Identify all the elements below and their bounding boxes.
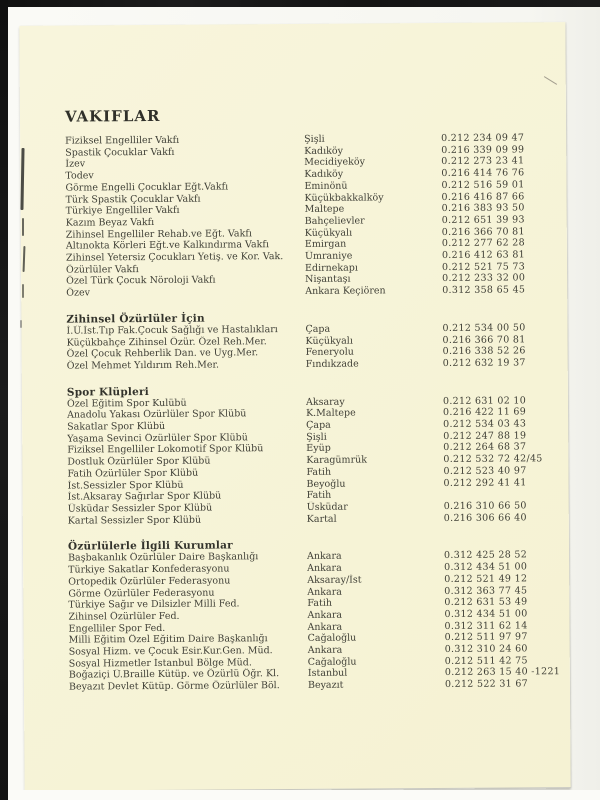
- phone: 0.216 422 11 69: [443, 406, 527, 419]
- org-name: Zihinsel Yetersiz Çocukları Yetiş. ve Kor. Vak.: [65, 251, 284, 264]
- district: Feneryolu: [305, 346, 354, 359]
- district: K.Maltepe: [306, 407, 356, 420]
- page-title: VAKIFLAR: [64, 106, 161, 126]
- org-name: Todev: [65, 170, 94, 182]
- district: Nişantaşı: [305, 274, 351, 286]
- org-name: Altınokta Körleri Eğt.ve Kalkındırma Vakfı: [65, 239, 270, 252]
- org-name: Kazım Beyaz Vakfı: [65, 216, 155, 229]
- phone: 0.212 247 88 19: [443, 430, 527, 442]
- scanner-edge-top: [0, 0, 600, 7]
- org-name: Fatih Özürlüler Spor Klübü: [67, 467, 199, 480]
- phone: 0.216 412 63 81: [441, 249, 526, 262]
- district: Mecidiyeköy: [304, 156, 366, 169]
- org-name: Türk Spastik Çocuklar Vakfı: [65, 193, 201, 206]
- phone: 0.212 234 09 47: [441, 132, 525, 144]
- phone: 0.212 534 03 43: [443, 418, 527, 431]
- org-name: Türkiye Sakatlar Konfederasyonu: [68, 563, 230, 576]
- phone: 0.312 311 62 14: [444, 619, 528, 632]
- phone: [444, 488, 561, 501]
- phone: 0.216 416 87 66: [441, 190, 525, 203]
- district: Cağaloğlu: [307, 632, 357, 645]
- org-name: Boğaziçi Ü.Braille Kütüp. ve Özürlü Öğr. Kl.: [68, 668, 280, 682]
- district: Aksaray: [305, 396, 345, 408]
- org-name: Özel Mehmet Yıldırım Reh.Mer.: [66, 359, 220, 372]
- org-name: Özürlüler Vakfı: [65, 263, 139, 276]
- district: Bahçelievler: [304, 215, 365, 227]
- district: Ankara: [307, 644, 343, 656]
- section-rows: [67, 395, 561, 527]
- district: Beyoğlu: [306, 478, 346, 490]
- org-name: Sosyal Hizmetler İstanbul Bölge Müd.: [68, 657, 252, 670]
- phone: 0.216 339 09 99: [441, 144, 525, 156]
- phone: 0.212 632 19 37: [442, 357, 526, 369]
- phone: 0.212 522 31 67: [444, 678, 529, 691]
- org-name: Türkiye Sağır ve Dilsizler Milli Fed.: [68, 598, 240, 611]
- phone: 0.212 277 62 28: [441, 237, 525, 250]
- phone: 0.312 434 51 00: [444, 561, 528, 574]
- org-name: Türkiye Engelliler Vakfı: [65, 205, 180, 217]
- org-name: Görme Özürlüler Federasyonu: [68, 587, 215, 600]
- phone: 0.212 521 49 12: [444, 573, 528, 585]
- phone: 0.216 366 70 81: [441, 226, 525, 238]
- phone: 0.212 263 15 40 -1221: [444, 666, 561, 679]
- district: Üsküdar: [306, 501, 348, 513]
- phone: 0.312 425 28 52: [444, 549, 528, 562]
- org-name: Beyazıt Devlet Kütüp. Görme Özürlüler Böl.: [68, 680, 280, 693]
- phone: 0.312 358 65 45: [442, 284, 526, 297]
- org-name: Zihinsel Engelliler Rehab.ve Eğt. Vakfı: [65, 227, 252, 241]
- org-name: Zihinsel Özürlüler Fed.: [68, 610, 180, 623]
- phone: 0.212 651 39 93: [441, 214, 525, 226]
- directory-section: [68, 538, 562, 694]
- district: Fındıkzade: [305, 358, 359, 370]
- org-name: Özev: [66, 287, 91, 299]
- org-name: Özel Eğitim Spor Kulübü: [66, 397, 187, 410]
- district: Ankara: [307, 609, 343, 621]
- district: Beyazıt: [307, 679, 344, 692]
- phone: 0.216 306 66 40: [443, 512, 527, 524]
- torn-edge-smudge: [22, 284, 24, 298]
- phone: 0.212 511 97 97: [444, 631, 528, 644]
- district: Eyüp: [306, 443, 331, 455]
- org-name: İst.Aksaray Sağırlar Spor Klübü: [67, 490, 222, 503]
- phone: 0.312 363 77 45: [444, 584, 528, 597]
- org-name: Görme Engelli Çocuklar Eğt.Vakfı: [65, 181, 229, 194]
- org-name: Dostluk Özürlüler Spor Klübü: [67, 455, 211, 468]
- org-name: Ortopedik Özürlüler Federasyonu: [68, 575, 231, 588]
- district: Şişli: [306, 431, 327, 443]
- scanner-edge-left: [0, 0, 8, 800]
- table-row: [67, 357, 560, 372]
- district: Fatih: [307, 597, 333, 610]
- org-name: İst.Sessizler Spor Klübü: [67, 479, 184, 492]
- paper-sheet: [19, 22, 570, 792]
- section-rows: [68, 550, 562, 694]
- district: Emirgan: [304, 238, 347, 251]
- phone: 0.212 521 75 73: [441, 261, 526, 273]
- table-row: [69, 678, 562, 693]
- district: Şişli: [304, 133, 325, 145]
- district: Ankara: [307, 562, 342, 575]
- phone: 0.212 523 40 97: [443, 465, 527, 477]
- org-name: Anadolu Yakası Özürlüler Spor Klübü: [67, 408, 247, 421]
- district: Küçükyalı: [304, 227, 353, 239]
- org-name: Fiziksel Engelliler Lokomotif Spor Klübü: [67, 443, 264, 457]
- org-name: Fiziksel Engelliler Vakfı: [65, 134, 180, 147]
- org-name: İ.Ü.İst.Tıp Fak.Çocuk Sağlığı ve Hastalıkları: [66, 323, 278, 337]
- phone: 0.216 338 52 26: [442, 345, 526, 358]
- org-name: Yaşama Sevinci Özürlüler Spor Klübü: [67, 432, 248, 445]
- phone: 0.312 310 24 60: [444, 643, 528, 655]
- district: İstanbul: [307, 668, 348, 680]
- sections: [65, 132, 562, 693]
- phone: 0.212 534 00 50: [442, 322, 526, 334]
- phone: 0.212 233 32 00: [442, 272, 526, 285]
- phone: 0.212 532 72 42/45: [443, 453, 543, 466]
- district: Çapa: [306, 419, 331, 431]
- phone: 0.212 273 23 41: [441, 155, 525, 168]
- org-name: Spastik Çocuklar Vakfı: [65, 146, 175, 159]
- phone: 0.216 366 70 81: [442, 333, 526, 346]
- table-row: [66, 284, 559, 299]
- scan-backing-strip: [8, 790, 600, 800]
- district: Maltepe: [304, 203, 345, 216]
- section-rows: [66, 322, 559, 372]
- phone: 0.212 511 42 75: [444, 655, 528, 667]
- org-name: Üsküdar Sessizler Spor Klübü: [67, 502, 213, 515]
- district: Ankara Keçiören: [305, 285, 386, 298]
- phone: 0.216 310 66 50: [443, 500, 527, 512]
- torn-edge-smudge: [20, 320, 22, 328]
- district: Cağaloğlu: [307, 656, 357, 668]
- org-name: Sakatlar Spor Klübü: [67, 420, 166, 433]
- org-name: Özel Türk Çocuk Nöroloji Vakfı: [66, 274, 216, 288]
- district: Ankara: [307, 621, 343, 633]
- directory-section: [66, 310, 559, 372]
- org-name: İzev: [65, 158, 86, 171]
- phone: 0.212 292 41 41: [443, 476, 527, 489]
- district: Kartal: [306, 513, 337, 525]
- org-name: Sosyal Hizm. ve Çocuk Esir.Kur.Gen. Müd.: [68, 645, 273, 658]
- district: Ankara: [307, 551, 342, 563]
- section-heading: Özürlülerle İlgili Kurumlar: [67, 539, 233, 553]
- phone: 0.212 631 02 10: [442, 395, 527, 407]
- phone: 0.216 414 76 76: [441, 167, 525, 180]
- directory-section: [65, 132, 559, 299]
- org-name: Milli Eğitim Özel Eğitim Daire Başkanlığı: [68, 633, 268, 646]
- district: Küçükbakkalköy: [304, 191, 384, 204]
- org-name: Engelliler Spor Fed.: [68, 622, 166, 635]
- phone: 0.212 516 59 01: [441, 179, 525, 191]
- district: Edirnekapı: [304, 262, 358, 274]
- org-name: Başbakanlık Özürlüler Daire Başkanlığı: [68, 551, 259, 564]
- district: Karagümrük: [306, 454, 368, 467]
- org-name: Küçükbahçe Zihinsel Özür. Özel Reh.Mer.: [66, 335, 267, 349]
- phone: 0.212 631 53 49: [444, 596, 528, 609]
- phone: 0.212 264 68 37: [443, 441, 527, 454]
- district: Ümraniye: [304, 250, 353, 262]
- district: Çapa: [305, 323, 331, 335]
- section-heading: Zihinsel Özürlüler İçin: [66, 312, 205, 326]
- district: Küçükyalı: [305, 335, 353, 347]
- org-name: Özel Çocuk Rehberlik Dan. ve Uyg.Mer.: [66, 347, 259, 360]
- torn-edge-smudge: [22, 218, 24, 236]
- phone: 0.216 383 93 50: [441, 202, 525, 215]
- district: Ankara: [307, 586, 342, 598]
- district: Fatih: [306, 490, 332, 502]
- table-row: [68, 512, 561, 527]
- section-rows: [65, 132, 559, 299]
- district: Fatih: [306, 466, 332, 478]
- district: Kadıköy: [304, 145, 343, 157]
- district: Eminönü: [304, 180, 348, 192]
- district: Aksaray/İst: [307, 574, 362, 586]
- directory-section: [67, 383, 561, 527]
- district: Kadıköy: [304, 168, 344, 181]
- phone: 0.312 434 51 00: [444, 608, 528, 620]
- org-name: Kartal Sessizler Spor Klübü: [67, 514, 202, 527]
- section-heading: Spor Klüpleri: [66, 385, 149, 399]
